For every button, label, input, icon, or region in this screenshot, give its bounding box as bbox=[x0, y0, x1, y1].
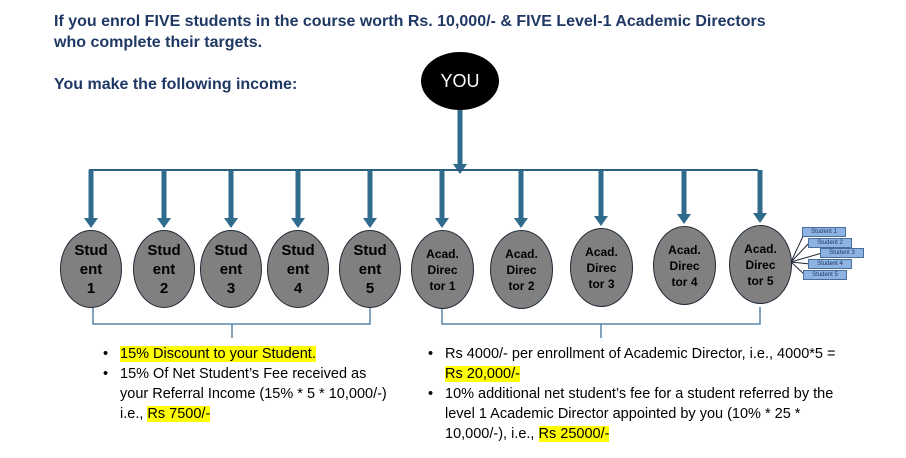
drop-arrows bbox=[84, 170, 767, 228]
director-node-4 bbox=[653, 226, 716, 305]
student-node-3-label: Stud ent 3 bbox=[214, 241, 248, 297]
you-node: YOU bbox=[421, 52, 499, 110]
director-node-3 bbox=[570, 228, 633, 307]
student-node-3 bbox=[200, 230, 262, 308]
drop-arrowhead-1 bbox=[84, 218, 98, 228]
director-node-4-label: Acad. Direc tor 4 bbox=[668, 242, 701, 289]
sub-student-5: Student 5 bbox=[803, 270, 847, 280]
sub-student-3: Student 3 bbox=[820, 248, 864, 258]
student-discount-text: 15% Discount to your Student. bbox=[120, 346, 316, 362]
drop-arrowhead-9 bbox=[677, 214, 691, 224]
drop-arrowhead-3 bbox=[224, 218, 238, 228]
student-discount-bullet bbox=[100, 344, 390, 364]
student-node-1 bbox=[60, 230, 122, 308]
director-enrollment-amount: Rs 20,000/- bbox=[445, 366, 520, 382]
student-group-brace bbox=[93, 307, 370, 338]
additional-fee-bullet bbox=[425, 384, 855, 444]
drop-arrowhead-2 bbox=[157, 218, 171, 228]
drop-arrowhead-5 bbox=[363, 218, 377, 228]
drop-arrowhead-8 bbox=[594, 216, 608, 226]
director-node-5-label: Acad. Direc tor 5 bbox=[744, 241, 777, 288]
student-node-2-label: Stud ent 2 bbox=[147, 241, 181, 297]
student-node-4 bbox=[267, 230, 329, 308]
director-enrollment-bullet bbox=[425, 344, 855, 384]
drop-arrowhead-7 bbox=[514, 218, 528, 228]
director-income-bullets bbox=[425, 344, 855, 444]
additional-fee-text: 10% additional net student’s fee for a student referred by the level 1 Academic Director appointed by you (10% * 25 * 10,000/-), i.e., bbox=[445, 386, 834, 442]
student-node-5-label: Stud ent 5 bbox=[353, 241, 387, 297]
referral-income-bullet bbox=[100, 364, 390, 424]
additional-fee-amount: Rs 25000/- bbox=[538, 426, 610, 442]
sub-student-4: Student 4 bbox=[808, 259, 852, 269]
referral-income-text: 15% Of Net Student’s Fee received as your Referral Income (15% * 5 * 10,000/-) i.e., bbox=[120, 366, 387, 422]
student-node-1-label: Stud ent 1 bbox=[74, 241, 108, 297]
director-enrollment-text: Rs 4000/- per enrollment of Academic Director, i.e., 4000*5 = bbox=[445, 346, 836, 362]
student-node-2 bbox=[133, 230, 195, 308]
income-heading: You make the following income: bbox=[54, 76, 298, 93]
heading-line-1: If you enrol FIVE students in the course worth Rs. 10,000/- & FIVE Level-1 Academic Directors bbox=[54, 13, 766, 30]
director-node-1 bbox=[411, 230, 474, 309]
drop-arrowhead-6 bbox=[435, 218, 449, 228]
director-node-2 bbox=[490, 230, 553, 309]
director-node-2-label: Acad. Direc tor 2 bbox=[505, 246, 538, 293]
student-node-4-label: Stud ent 4 bbox=[281, 241, 315, 297]
director-node-5 bbox=[729, 225, 792, 304]
student-node-5 bbox=[339, 230, 401, 308]
heading-line-2: who complete their targets. bbox=[54, 34, 263, 51]
director-node-3-label: Acad. Direc tor 3 bbox=[585, 244, 618, 291]
student-income-bullets bbox=[100, 344, 390, 424]
sub-student-2: Student 2 bbox=[808, 238, 852, 248]
drop-arrowhead-4 bbox=[291, 218, 305, 228]
drop-arrowhead-10 bbox=[753, 213, 767, 223]
referral-income-amount: Rs 7500/- bbox=[147, 406, 211, 422]
sub-student-1: Student 1 bbox=[802, 227, 846, 237]
director-group-brace bbox=[442, 307, 760, 338]
director-node-1-label: Acad. Direc tor 1 bbox=[426, 246, 459, 293]
